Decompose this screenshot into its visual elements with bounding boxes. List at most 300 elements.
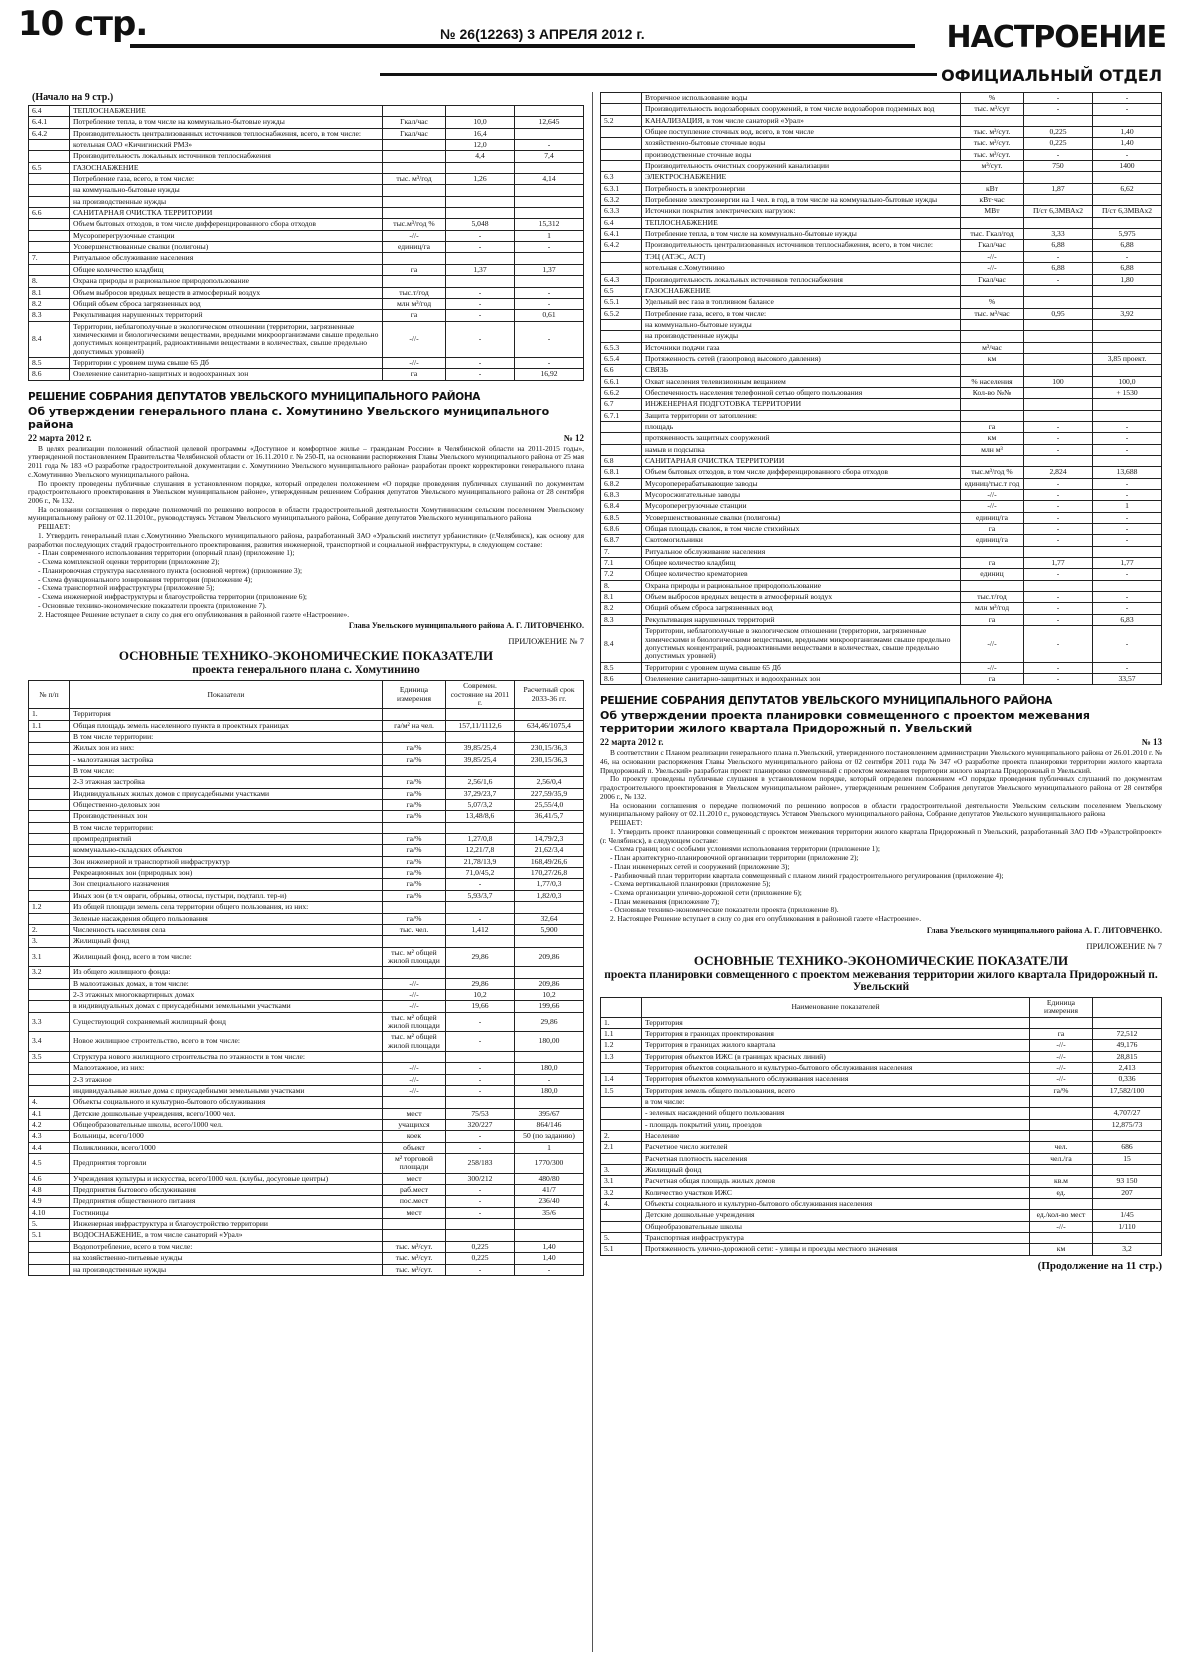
table-cell: Индивидуальных жилых домов с приусадебными участками xyxy=(70,788,383,799)
table-cell: - xyxy=(1024,535,1093,546)
table-row xyxy=(29,1063,584,1074)
paragraph: - План архитектурно-планировочной организации территории (приложение 2); xyxy=(610,853,859,863)
table-cell xyxy=(601,444,642,455)
table-cell: - xyxy=(1024,444,1093,455)
table-row xyxy=(29,208,584,219)
table-row xyxy=(601,1176,1162,1187)
table-cell xyxy=(515,1219,584,1230)
table-cell: 6.4 xyxy=(601,217,642,228)
table-cell xyxy=(1024,115,1093,126)
table-cell xyxy=(1093,456,1162,467)
table-cell: 3,92 xyxy=(1093,308,1162,319)
table-cell: 2,824 xyxy=(1024,467,1093,478)
table-cell: 8.5 xyxy=(601,662,642,673)
table-row xyxy=(29,1142,584,1153)
table-cell: 634,46/1075,4 xyxy=(515,720,584,731)
table-cell: Протяженность сетей (газопровод высокого давления) xyxy=(642,353,961,364)
table-cell: 750 xyxy=(1024,161,1093,172)
table-cell xyxy=(1024,217,1093,228)
table-row xyxy=(29,834,584,845)
table-cell xyxy=(383,936,446,947)
table-cell: Общая площадь земель населенного пункта в проектных границах xyxy=(70,720,383,731)
table-cell xyxy=(1093,297,1162,308)
table-cell xyxy=(1024,410,1093,421)
table-cell xyxy=(515,1097,584,1108)
table-row xyxy=(29,1108,584,1119)
table-row xyxy=(601,1051,1162,1062)
table-cell xyxy=(601,251,642,262)
table-cell: производственные сточные воды xyxy=(642,149,961,160)
table-cell: 37,29/23,7 xyxy=(446,788,515,799)
table-row xyxy=(601,1017,1162,1028)
table-row xyxy=(601,319,1162,330)
table-cell: на производственные нужды xyxy=(70,196,383,207)
table-cell xyxy=(601,127,642,138)
table-cell: 19,66 xyxy=(446,1001,515,1012)
table-cell xyxy=(515,106,584,117)
table-row xyxy=(29,845,584,856)
table-cell: Потребность в электроэнергии xyxy=(642,183,961,194)
table-row xyxy=(601,251,1162,262)
table-row xyxy=(29,1120,584,1131)
table-row xyxy=(601,467,1162,478)
table-cell: - xyxy=(446,1086,515,1097)
table-cell: 4.9 xyxy=(29,1196,70,1207)
table-row xyxy=(601,421,1162,432)
table-cell: га/% xyxy=(383,845,446,856)
table-cell: Потребление газа, всего, в том числе: xyxy=(70,174,383,185)
table-cell xyxy=(446,766,515,777)
table-cell: Детские дошкольные учреждения, всего/1000 чел. xyxy=(70,1108,383,1119)
table-cell: 4.3 xyxy=(29,1131,70,1142)
table-cell: мест xyxy=(383,1207,446,1218)
table-cell: - xyxy=(1093,444,1162,455)
table-cell: Из общего жилищного фонда: xyxy=(70,967,383,978)
table-cell: - xyxy=(1024,104,1093,115)
table-cell: тыс. м³/сут. xyxy=(383,1264,446,1275)
table-cell: Территория в границах жилого квартала xyxy=(642,1040,1030,1051)
table-cell: Общее количество кладбищ xyxy=(70,264,383,275)
table-cell: коммунально-складских объектов xyxy=(70,845,383,856)
table-cell: Производительность локальных источников теплоснабжения xyxy=(70,151,383,162)
table-cell xyxy=(383,1097,446,1108)
block-title-2: ОСНОВНЫЕ ТЕХНИКО-ЭКОНОМИЧЕСКИЕ ПОКАЗАТЕЛИ xyxy=(693,952,1069,968)
table-cell: 5,900 xyxy=(515,924,584,935)
page-header xyxy=(0,0,1180,88)
table-cell: 5.2 xyxy=(601,115,642,126)
page-number: 10 стр. xyxy=(18,4,148,44)
table-cell: - xyxy=(515,321,584,357)
table-cell: 258/183 xyxy=(446,1154,515,1174)
table-cell: котельная с.Хомутинино xyxy=(642,263,961,274)
table-row xyxy=(601,535,1162,546)
table-cell: - xyxy=(1024,93,1093,104)
table-cell: Мусороперегрузочные станции xyxy=(70,230,383,241)
table-cell: -//- xyxy=(383,1074,446,1085)
table-cell xyxy=(1093,115,1162,126)
table-cell: Территория земель общего пользования, всего xyxy=(642,1085,1030,1096)
table-row xyxy=(601,1165,1162,1176)
table-cell: 36,41/5,7 xyxy=(515,811,584,822)
paragraph: По проекту проведены публичные слушания в установленном порядке, который определен положением «О порядке проведения публичных слушаний по документам градостроительного проектирования в Увельском муниципальном районе», утвержденным решением Собрания депутатов Увельского муниципального района от 28 сентября 2006 г., № 132. xyxy=(600,774,1162,801)
table-cell xyxy=(1093,319,1162,330)
table-row xyxy=(601,580,1162,591)
table-cell: пос.мест xyxy=(383,1196,446,1207)
table-cell xyxy=(1030,1233,1093,1244)
table-cell: 3.2 xyxy=(29,967,70,978)
column-header: Показатели xyxy=(70,681,383,709)
table-cell: - xyxy=(446,369,515,380)
table-cell: 8.3 xyxy=(601,614,642,625)
table-cell: - xyxy=(446,1264,515,1275)
table-cell: 8.4 xyxy=(601,626,642,662)
table-cell: 6.7.1 xyxy=(601,410,642,421)
table-cell: - xyxy=(446,1032,515,1052)
table-cell: - xyxy=(1024,433,1093,444)
table-cell: 7. xyxy=(29,253,70,264)
table-cell: Гкал/час xyxy=(383,117,446,128)
table-cell: 1 xyxy=(1093,501,1162,512)
table-cell: 236/40 xyxy=(515,1196,584,1207)
table-cell xyxy=(1093,1165,1162,1176)
paragraph: - Основные технико-экономические показатели проекта (приложение 7). xyxy=(38,600,267,610)
table-cell: 6.6.1 xyxy=(601,376,642,387)
table-cell xyxy=(29,978,70,989)
paragraph: РЕШАЕТ: xyxy=(610,818,643,828)
table-cell xyxy=(383,1051,446,1062)
table-cell xyxy=(1030,1119,1093,1130)
table-cell: га xyxy=(961,421,1024,432)
table-cell: 320/227 xyxy=(446,1120,515,1131)
block-subtitle: проекта генерального плана с. Хомутинино xyxy=(192,664,420,677)
table-cell: - xyxy=(1093,535,1162,546)
table-cell: Объем бытовых отходов, в том числе дифференцированного сбора отходов xyxy=(642,467,961,478)
indicators-table-4 xyxy=(600,997,1162,1256)
table-cell: - xyxy=(1093,251,1162,262)
table-cell: 6.8.5 xyxy=(601,512,642,523)
table-cell: 28,815 xyxy=(1093,1051,1162,1062)
column-divider xyxy=(592,92,593,1652)
table-row xyxy=(601,501,1162,512)
table-cell: на производственные нужды xyxy=(642,331,961,342)
table-cell: 2. xyxy=(601,1131,642,1142)
column-header xyxy=(601,997,642,1017)
table-row xyxy=(29,310,584,321)
table-cell: 6,88 xyxy=(1093,240,1162,251)
table-cell: - xyxy=(446,1142,515,1153)
subsection-rule xyxy=(380,73,1000,76)
table-cell: 864/146 xyxy=(515,1120,584,1131)
decision-number-2: № 13 xyxy=(1141,737,1162,748)
table-cell xyxy=(383,151,446,162)
table-cell: Общая площадь свалок, в том числе стихийных xyxy=(642,524,961,535)
table-cell: - xyxy=(515,298,584,309)
table-cell: 5. xyxy=(29,1219,70,1230)
table-row xyxy=(601,673,1162,684)
table-cell xyxy=(601,1108,642,1119)
table-cell: 1,37 xyxy=(446,264,515,275)
table-cell: 1,77 xyxy=(1024,558,1093,569)
table-cell: - xyxy=(446,1196,515,1207)
table-cell: 2-3 этажное xyxy=(70,1074,383,1085)
table-row xyxy=(601,229,1162,240)
table-cell: 0,61 xyxy=(515,310,584,321)
table-cell: Инженерная инфраструктура и благоустройство территории xyxy=(70,1219,383,1230)
table-row xyxy=(601,365,1162,376)
table-cell: 39,85/25,4 xyxy=(446,754,515,765)
table-cell: - xyxy=(1024,274,1093,285)
table-cell: 8.1 xyxy=(29,287,70,298)
table-cell: 4.8 xyxy=(29,1185,70,1196)
table-cell: - xyxy=(1024,478,1093,489)
table-cell: Потребление тепла, в том числе на коммунально-бытовые нужды xyxy=(642,229,961,240)
table-cell: 6.8.2 xyxy=(601,478,642,489)
table-row xyxy=(29,185,584,196)
table-cell: 1.1 xyxy=(29,720,70,731)
table-cell: млн м³ xyxy=(961,444,1024,455)
table-cell: -//- xyxy=(961,626,1024,662)
table-cell: 1,412 xyxy=(446,924,515,935)
table-cell: 6.3 xyxy=(601,172,642,183)
table-cell: га/м² на чел. xyxy=(383,720,446,731)
table-cell: -//- xyxy=(961,501,1024,512)
table-cell: - xyxy=(1093,104,1162,115)
table-cell: ТЕПЛОСНАБЖЕНИЕ xyxy=(70,106,383,117)
table-cell xyxy=(1024,353,1093,364)
table-row xyxy=(601,410,1162,421)
table-cell: Гкал/час xyxy=(961,274,1024,285)
table-cell xyxy=(1024,331,1093,342)
table-row xyxy=(601,592,1162,603)
table-row xyxy=(601,614,1162,625)
table-cell: - xyxy=(446,310,515,321)
table-cell: 1400 xyxy=(1093,161,1162,172)
table-cell xyxy=(29,913,70,924)
table-cell: -//- xyxy=(383,978,446,989)
table-cell: тыс.т/год xyxy=(383,287,446,298)
table-cell: Территории с уровнем шума свыше 65 Дб xyxy=(70,357,383,368)
table-row xyxy=(29,720,584,731)
continuation-note: (Продолжение на 11 стр.) xyxy=(1037,1259,1162,1272)
table-cell: 2-3 этажных многоквартирных домах xyxy=(70,989,383,1000)
section-title: НАСТРОЕНИЕ xyxy=(946,20,1166,55)
table-cell: 300/212 xyxy=(446,1173,515,1184)
table-cell xyxy=(29,140,70,151)
table-cell: 2. xyxy=(29,924,70,935)
table-cell: 93 150 xyxy=(1093,1176,1162,1187)
table-cell: 0,225 xyxy=(1024,127,1093,138)
table-cell xyxy=(29,185,70,196)
decision-date: 22 марта 2012 г. xyxy=(28,432,92,443)
table-cell xyxy=(515,162,584,173)
table-cell: - xyxy=(1024,149,1093,160)
table-cell xyxy=(1093,546,1162,557)
table-cell: 1,40 xyxy=(515,1241,584,1252)
table-cell xyxy=(961,365,1024,376)
table-cell xyxy=(29,242,70,253)
table-cell xyxy=(601,138,642,149)
table-cell: Охрана природы и рациональное природопользование xyxy=(642,580,961,591)
table-cell xyxy=(29,754,70,765)
table-cell: единиц/тыс.т год xyxy=(961,478,1024,489)
table-cell: тыс. м³/сут. xyxy=(383,1241,446,1252)
table-cell: 3.2 xyxy=(601,1187,642,1198)
paragraph: - Схема организации улично-дорожной сети (приложение 6); xyxy=(610,887,802,897)
table-cell: - зеленых насаждений общего пользования xyxy=(642,1108,1030,1119)
table-cell: 6.7 xyxy=(601,399,642,410)
table-cell: га/% xyxy=(383,811,446,822)
table-cell: 180,00 xyxy=(515,1032,584,1052)
decision-header: РЕШЕНИЕ СОБРАНИЯ ДЕПУТАТОВ УВЕЛЬСКОГО МУНИЦИПАЛЬНОГО РАЙОНА xyxy=(28,390,481,403)
table-row xyxy=(601,569,1162,580)
paragraph: РЕШАЕТ: xyxy=(38,522,71,532)
indicators-table-2 xyxy=(28,680,584,1276)
table-cell: 6,88 xyxy=(1024,263,1093,274)
decision-title: Об утверждении генерального плана с. Хомутинино Увельского муниципального района xyxy=(28,404,550,431)
table-cell: в индивидуальных домах с приусадебными земельными участками xyxy=(70,1001,383,1012)
table-cell: Усовершенствованные свалки (полигоны) xyxy=(70,242,383,253)
table-cell: ЭЛЕКТРОСНАБЖЕНИЕ xyxy=(642,172,961,183)
decision-meta-2 xyxy=(600,737,1162,747)
table-cell: объект xyxy=(383,1142,446,1153)
table-cell: 3.1 xyxy=(29,947,70,967)
table-row xyxy=(29,174,584,185)
table-cell: 1.4 xyxy=(601,1074,642,1085)
table-cell: ТЭЦ (АТЭС, АСТ) xyxy=(642,251,961,262)
table-cell xyxy=(961,331,1024,342)
table-cell xyxy=(446,1230,515,1241)
table-cell: 8.4 xyxy=(29,321,70,357)
table-cell xyxy=(29,1241,70,1252)
table-row xyxy=(29,788,584,799)
table-row xyxy=(29,856,584,867)
table-cell: - xyxy=(1093,512,1162,523)
table-cell xyxy=(1093,580,1162,591)
table-row xyxy=(601,558,1162,569)
table-cell xyxy=(601,331,642,342)
table-cell xyxy=(446,106,515,117)
table-cell: САНИТАРНАЯ ОЧИСТКА ТЕРРИТОРИИ xyxy=(642,456,961,467)
table-cell: 72,512 xyxy=(1093,1028,1162,1039)
table-cell: - xyxy=(446,913,515,924)
table-cell: 686 xyxy=(1093,1142,1162,1153)
table-cell: 2-3 этажная застройка xyxy=(70,777,383,788)
table-row xyxy=(601,1131,1162,1142)
table-cell: га xyxy=(383,310,446,321)
table-cell: ТЕПЛОСНАБЖЕНИЕ xyxy=(642,217,961,228)
table-row xyxy=(29,913,584,924)
table-cell: - xyxy=(1024,603,1093,614)
table-row xyxy=(29,242,584,253)
table-cell xyxy=(515,766,584,777)
table-cell: единиц xyxy=(961,569,1024,580)
table-cell xyxy=(1093,410,1162,421)
table-cell: 10,2 xyxy=(515,989,584,1000)
table-cell xyxy=(383,732,446,743)
table-cell: Рекреационных зон (природных зон) xyxy=(70,868,383,879)
table-cell xyxy=(446,196,515,207)
table-cell: 6,88 xyxy=(1093,263,1162,274)
table-cell: хозяйственно-бытовые сточные воды xyxy=(642,138,961,149)
table-row xyxy=(29,219,584,230)
table-row xyxy=(601,308,1162,319)
table-row xyxy=(29,253,584,264)
table-row xyxy=(601,93,1162,104)
table-cell xyxy=(383,822,446,833)
table-cell: 395/67 xyxy=(515,1108,584,1119)
table-cell: Потребление электроэнергии на 1 чел. в год, в том числе на коммунально-бытовые нужды xyxy=(642,195,961,206)
table-row xyxy=(29,978,584,989)
table-cell: Из общей площади земель села территории общего пользования, из них: xyxy=(70,902,383,913)
table-cell: 7. xyxy=(601,546,642,557)
table-cell: Жилищный фонд, всего в том числе: xyxy=(70,947,383,967)
table-cell: 6.3.1 xyxy=(601,183,642,194)
table-cell: 41/7 xyxy=(515,1185,584,1196)
table-cell: Ритуальное обслуживание населения xyxy=(642,546,961,557)
table-cell: Объем выбросов вредных веществ в атмосферный воздух xyxy=(642,592,961,603)
table-cell: - малоэтажная застройка xyxy=(70,754,383,765)
table-cell: Рекультивация нарушенных территорий xyxy=(70,310,383,321)
left-column xyxy=(28,92,584,1276)
table-cell: Общеобразовательные школы, всего/1000 чел. xyxy=(70,1120,383,1131)
table-cell: 71,0/45,2 xyxy=(446,868,515,879)
table-cell: - xyxy=(1024,512,1093,523)
column-header: Современ. состояние на 2011 г. xyxy=(446,681,515,709)
table-cell: -//- xyxy=(383,321,446,357)
table-cell: Малоэтажное, из них: xyxy=(70,1063,383,1074)
table-row xyxy=(29,1051,584,1062)
table-cell xyxy=(1093,399,1162,410)
table-cell: тыс.м³/год % xyxy=(961,467,1024,478)
table-cell: -//- xyxy=(961,263,1024,274)
table-cell: - площадь покрытий улиц, проездов xyxy=(642,1119,1030,1130)
paragraph: 1. Утвердить генеральный план с.Хомутинино Увельского муниципального района, разработанный ЗАО «Уральский институт урбанистики» (г.Челябинск), как основу для разработки последующих стадий градостроительного проектирования, развития инженерной, транспортной и социальной инфраструктуры, в следующем составе: xyxy=(28,530,584,549)
table-cell: Скотомогильники xyxy=(642,535,961,546)
table-cell: единиц/га xyxy=(961,512,1024,523)
table-cell: Население xyxy=(642,1131,1030,1142)
table-row xyxy=(601,524,1162,535)
table-cell: га xyxy=(1030,1028,1093,1039)
table-cell xyxy=(29,811,70,822)
table-row xyxy=(601,297,1162,308)
table-row xyxy=(601,172,1162,183)
table-row xyxy=(601,626,1162,662)
table-cell xyxy=(446,936,515,947)
table-cell: 4.6 xyxy=(29,1173,70,1184)
table-cell xyxy=(446,1051,515,1062)
table-cell: 1,40 xyxy=(515,1253,584,1264)
table-row xyxy=(601,456,1162,467)
table-row xyxy=(29,766,584,777)
table-cell: 5. xyxy=(601,1233,642,1244)
table-row xyxy=(29,811,584,822)
table-row xyxy=(601,115,1162,126)
table-cell xyxy=(446,208,515,219)
table-row xyxy=(29,117,584,128)
table-cell: 6.5.3 xyxy=(601,342,642,353)
table-cell: - xyxy=(1093,603,1162,614)
table-cell: Мусороперегрузочные станции xyxy=(642,501,961,512)
right-column xyxy=(600,92,1162,1272)
table-row xyxy=(29,754,584,765)
table-cell xyxy=(29,1086,70,1097)
table-cell: Расчетная общая площадь жилых домов xyxy=(642,1176,1030,1187)
table-cell xyxy=(961,399,1024,410)
table-cell: 3. xyxy=(29,936,70,947)
table-cell: В малоэтажных домах, в том числе: xyxy=(70,978,383,989)
table-row xyxy=(29,1219,584,1230)
table-row xyxy=(601,433,1162,444)
